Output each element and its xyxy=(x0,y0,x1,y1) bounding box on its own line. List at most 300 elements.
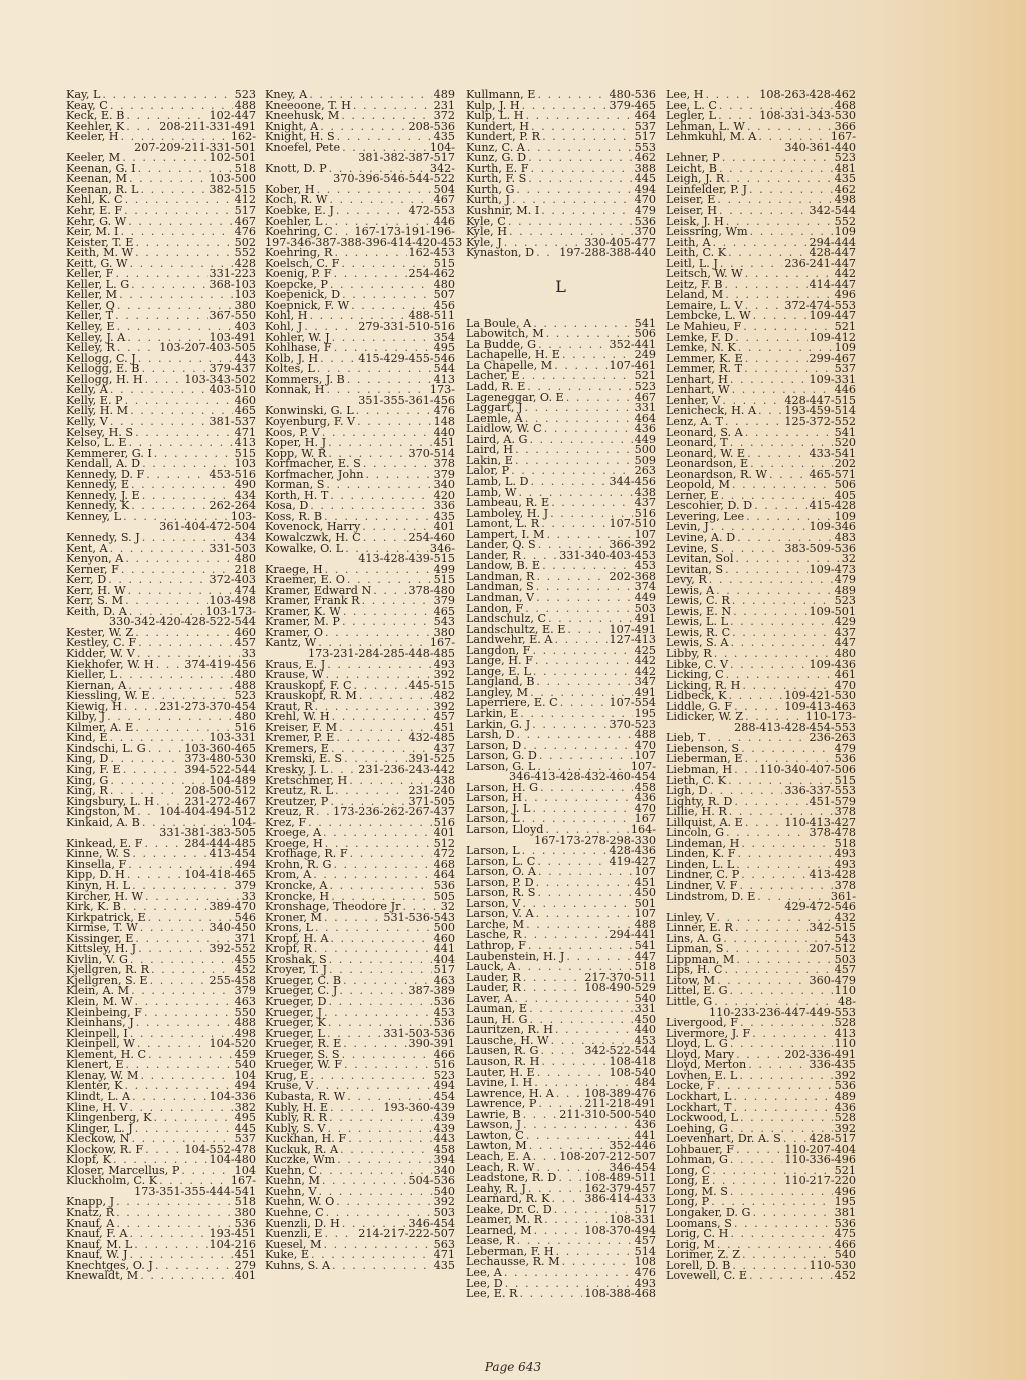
entry-pages: 103-343-502 xyxy=(184,372,256,386)
entry-pages: 443 xyxy=(433,1132,455,1146)
entry-name: Koltes, L xyxy=(265,362,315,376)
dot-leader xyxy=(116,1208,232,1219)
dot-leader xyxy=(747,449,807,460)
entry-pages: 404 xyxy=(433,952,455,966)
entry-pages: 103 xyxy=(234,457,256,471)
dot-leader xyxy=(356,406,432,417)
entry-pages: 389-470 xyxy=(209,900,256,914)
entry-pages: 390-391 xyxy=(408,1037,455,1051)
entry-name: Lieb, T xyxy=(666,731,706,745)
entry-name: Kyle, C xyxy=(466,214,506,228)
entry-pages: 262-264 xyxy=(209,499,256,513)
entry-pages: 372 xyxy=(433,109,455,123)
entry-name: Kullmann, E xyxy=(466,88,536,101)
entry-pages-continued: 340-361-440 xyxy=(784,140,856,154)
dot-leader xyxy=(329,965,432,976)
entry-name: Lockhart, L xyxy=(666,1089,732,1103)
entry-name: Liebman, H xyxy=(666,763,733,776)
entry-name: Kuehn, W. O xyxy=(265,1195,335,1209)
dot-leader xyxy=(110,754,182,765)
entry-name: Koehler, L xyxy=(265,214,323,228)
entry-pages: 523 xyxy=(834,151,856,165)
entry-pages: 499 xyxy=(433,562,455,576)
entry-name: Larson, L xyxy=(466,812,520,826)
dot-leader xyxy=(155,1261,233,1272)
entry-pages: 202-368 xyxy=(609,569,656,583)
dot-leader xyxy=(758,406,782,417)
entry-pages: 231-273-370-454 xyxy=(159,699,256,713)
entry-name: Laubenstein, H. J xyxy=(466,949,565,963)
entry-name: Kropf, R xyxy=(265,942,312,956)
entry-pages: 452 xyxy=(834,1269,856,1283)
entry-name: Larson, O. A xyxy=(466,865,536,879)
entry-name: Kubly, R. R xyxy=(265,1111,327,1125)
entry-pages: 103-500 xyxy=(209,172,256,186)
dot-leader xyxy=(537,888,632,899)
dot-leader xyxy=(332,712,432,723)
entry-name: Lechausse, R. M xyxy=(466,1255,560,1269)
entry-pages: 553 xyxy=(634,140,656,154)
entry-name: Kundert, P. R xyxy=(466,130,541,144)
entry-name: Keck, E. B xyxy=(66,109,125,123)
entry-name: Levy, R xyxy=(666,573,707,587)
entry-pages: 480 xyxy=(234,552,256,566)
dot-leader xyxy=(749,185,833,196)
entry-name: Kuczke, Wm xyxy=(265,1153,336,1167)
entry-pages: 471 xyxy=(234,425,256,439)
entry-pages: 537 xyxy=(834,362,856,376)
dot-leader xyxy=(747,122,833,133)
entry-name: Klein, A. M xyxy=(66,984,130,998)
entry-pages: 342-515 xyxy=(809,921,856,935)
entry-pages: 231 xyxy=(433,98,455,112)
entry-name: Kunz, C. A xyxy=(466,140,525,154)
entry-name: Larson, L. C xyxy=(466,854,536,868)
entry-pages: 494 xyxy=(234,857,256,871)
entry-pages: 489 xyxy=(834,583,856,597)
entry-pages: 470 xyxy=(634,193,656,207)
entry-name: Ladd, R. E xyxy=(466,380,526,394)
dot-leader xyxy=(709,575,833,586)
entry-pages: 108 xyxy=(634,1255,656,1269)
entry-pages: 109-412 xyxy=(809,330,856,344)
entry-name: Lausen, R. G xyxy=(466,1044,539,1058)
entry-name: Levine, A. D xyxy=(666,530,736,544)
entry-name: Kiernan, A xyxy=(66,678,127,692)
entry-pages: 480 xyxy=(834,646,856,660)
entry-pages: 378-480 xyxy=(408,583,455,597)
entry-pages: 102-447 xyxy=(209,109,256,123)
entry-name: Knapp, J xyxy=(66,1195,115,1209)
entry-pages-continued: 429-472-546 xyxy=(784,900,856,914)
dot-leader xyxy=(330,934,431,945)
dot-leader xyxy=(735,923,808,934)
dot-leader xyxy=(110,544,208,555)
entry-pages: 167- xyxy=(230,1174,256,1188)
dot-leader xyxy=(734,765,757,776)
dot-leader xyxy=(534,1226,583,1237)
entry-pages: 231-240 xyxy=(408,784,455,798)
dot-leader xyxy=(336,206,407,217)
entry-pages: 472-553 xyxy=(408,204,455,218)
dot-leader xyxy=(722,153,833,164)
entry-name: Lighty, R. D xyxy=(666,794,733,808)
entry-name: Kelley, R xyxy=(66,341,115,355)
entry-name: Kester, W. Z xyxy=(66,625,134,639)
entry-pages: 536 xyxy=(634,214,656,228)
entry-pages: 104-552-478 xyxy=(184,1142,256,1156)
entry-name: Keitt, G. W xyxy=(66,256,128,270)
dot-leader xyxy=(525,403,633,414)
entry-pages: 488 xyxy=(634,728,656,742)
entry-name: Kircher, H. W xyxy=(66,889,143,903)
entry-name: Labowitch, M xyxy=(466,327,544,341)
entry-name: Keith, M. W xyxy=(66,246,134,260)
entry-pages: 371-505 xyxy=(408,794,455,808)
entry-name: Kohl, H xyxy=(265,309,308,323)
dot-leader xyxy=(745,354,808,365)
entry-pages: 340 xyxy=(433,1163,455,1177)
entry-pages: 107 xyxy=(634,907,656,921)
entry-name: Lauder, R xyxy=(466,970,521,984)
entry-pages: 378 xyxy=(433,457,455,471)
dot-leader xyxy=(125,195,233,206)
entry-name: Kleinhans, J xyxy=(66,1016,134,1030)
dot-leader xyxy=(541,206,632,217)
dot-leader xyxy=(348,1134,431,1145)
entry-name: Keenan, G. I xyxy=(66,161,136,175)
entry-pages: 109 xyxy=(834,341,856,355)
entry-name: Keeler, H xyxy=(66,130,119,144)
dot-leader xyxy=(536,878,633,889)
entry-pages: 103-498 xyxy=(209,594,256,608)
dot-leader xyxy=(131,501,207,512)
entry-name: Lorimer, Z. Z xyxy=(666,1248,741,1262)
entry-name: Libke, C. V xyxy=(666,657,729,671)
entry-pages: 436 xyxy=(634,791,656,805)
entry-pages: 528 xyxy=(834,1016,856,1030)
dot-leader xyxy=(148,744,183,755)
dot-leader xyxy=(555,1025,633,1036)
entry-pages: 383-509-536 xyxy=(784,541,856,555)
entry-name: La Chapelle, M xyxy=(466,358,553,372)
entry-pages: 493 xyxy=(433,657,455,671)
entry-name: Kushnir, M. I xyxy=(466,204,540,218)
entry-pages: 414-447 xyxy=(809,277,856,291)
entry-name: Lawrence, P xyxy=(466,1097,537,1111)
entry-pages: 496 xyxy=(834,1184,856,1198)
entry-name: Kuckhan, H. F xyxy=(265,1132,347,1146)
entry-pages: 415-429-455-546 xyxy=(358,351,455,365)
decorative-border-art xyxy=(876,0,1026,1380)
entry-pages: 476 xyxy=(634,1265,656,1279)
entry-name: Lloyd, Merton xyxy=(666,1058,747,1072)
entry-name: Leonard, W. E xyxy=(666,446,746,460)
entry-name: Loevenhart, Dr. A. S xyxy=(666,1132,781,1146)
dot-leader xyxy=(730,1155,782,1166)
entry-name: Larson, R. S xyxy=(466,886,536,900)
entry-name: Kelley, E xyxy=(66,320,115,334)
entry-pages-continued: 288-413-428-454-553 xyxy=(734,720,856,734)
entry-pages-continued: 197-346-387-388-396-414-420-453 xyxy=(265,235,463,249)
dot-leader xyxy=(373,586,406,597)
dot-leader xyxy=(343,607,432,618)
entry-pages: 162- xyxy=(230,130,256,144)
dot-leader xyxy=(560,698,608,709)
entry-name: Krueger, L xyxy=(265,1026,325,1040)
entry-name: Liddle, G. F xyxy=(666,699,733,713)
entry-name: Larkin, E xyxy=(466,706,519,720)
entry-pages: 381 xyxy=(834,1205,856,1219)
entry-pages: 461 xyxy=(834,668,856,682)
entry-pages: 544 xyxy=(433,362,455,376)
dot-leader xyxy=(522,101,608,112)
entry-name: Larson, L xyxy=(466,844,520,858)
dot-leader xyxy=(131,986,233,997)
entry-name: Kleinpell, I xyxy=(66,1026,128,1040)
entry-pages: 437 xyxy=(834,625,856,639)
entry-pages: 110 xyxy=(834,1037,856,1051)
entry-name: Klingenberg, K xyxy=(66,1111,152,1125)
dot-leader xyxy=(554,361,607,372)
entry-pages: 536 xyxy=(433,995,455,1009)
index-entry xyxy=(265,1258,455,1272)
entry-name: Lemmer, R. T xyxy=(666,362,743,376)
dot-leader xyxy=(145,375,183,386)
dot-leader xyxy=(146,470,207,481)
dot-leader xyxy=(136,1018,233,1029)
dot-leader xyxy=(135,1124,233,1135)
entry-pages: 501 xyxy=(634,896,656,910)
entry-name: Larsh, D xyxy=(466,728,515,742)
entry-name: Kroshak, S xyxy=(265,952,327,966)
dot-leader xyxy=(752,1029,832,1040)
entry-name: Lenz, A. T xyxy=(666,414,723,428)
entry-name: Laird, H xyxy=(466,443,514,457)
entry-pages: 523 xyxy=(234,689,256,703)
entry-pages: 514 xyxy=(634,1244,656,1258)
entry-pages: 498 xyxy=(234,1026,256,1040)
entry-pages: 474 xyxy=(234,583,256,597)
entry-pages: 110 xyxy=(834,984,856,998)
entry-name: Krofhage, R. F xyxy=(265,847,348,861)
entry-name: Koepenick, D xyxy=(265,288,341,302)
entry-name: Lehner, P xyxy=(666,151,720,165)
entry-name: Lakin, E xyxy=(466,453,513,467)
entry-name: Leopold, M xyxy=(666,478,730,492)
entry-pages: 32 xyxy=(440,900,455,914)
entry-name: Krug, E xyxy=(265,1068,309,1082)
entry-pages: 451 xyxy=(634,875,656,889)
entry-name: Kennedy, E xyxy=(66,478,129,492)
entry-pages: 380 xyxy=(234,298,256,312)
entry-pages: 107 xyxy=(634,749,656,763)
entry-name: Lasche, R xyxy=(466,928,522,942)
entry-pages: 109-447 xyxy=(809,309,856,323)
entry-pages: 415-428 xyxy=(809,499,856,513)
entry-pages: 506 xyxy=(634,327,656,341)
entry-pages: 488-511 xyxy=(408,309,455,323)
entry-name: Kilby, J xyxy=(66,710,106,724)
dot-leader xyxy=(313,870,431,881)
entry-pages-continued: 346-413-428-432-460-454 xyxy=(508,770,656,784)
dot-leader xyxy=(749,1271,833,1282)
entry-name: Kuehne, C xyxy=(265,1205,324,1219)
entry-name: Lohbauer, F xyxy=(666,1142,735,1156)
entry-pages: 107 xyxy=(634,865,656,879)
entry-name: Kirk, K. B xyxy=(66,900,121,914)
entry-pages: 509 xyxy=(634,453,656,467)
entry-pages: 394-522-544 xyxy=(184,763,256,776)
entry-pages: 366-392 xyxy=(609,538,656,552)
entry-name: Lindner, V. F xyxy=(666,879,738,893)
dot-leader xyxy=(116,1197,232,1208)
index-column-3 xyxy=(466,90,656,1300)
entry-pages: 162-379-457 xyxy=(584,1181,656,1195)
entry-pages: 352-441 xyxy=(609,337,656,351)
entry-pages: 103- xyxy=(230,509,256,523)
entry-pages: 107-510 xyxy=(609,517,656,531)
entry-pages: 523 xyxy=(634,380,656,394)
entry-pages-continued: 413-428-439-515 xyxy=(358,552,455,566)
entry-pages: 236-241-447 xyxy=(784,256,856,270)
entry-pages: 284-444-485 xyxy=(184,836,256,850)
entry-pages: 488 xyxy=(634,917,656,931)
entry-pages: 381-537 xyxy=(209,414,256,428)
entry-pages: 502 xyxy=(234,235,256,249)
dot-leader xyxy=(115,311,207,322)
entry-pages: 517 xyxy=(634,1202,656,1216)
entry-name: Lockwood, L xyxy=(666,1111,738,1125)
entry-name: Krons, L xyxy=(265,921,313,935)
entry-name: Klement, H. C xyxy=(66,1047,147,1061)
entry-pages: 195 xyxy=(634,706,656,720)
dot-leader xyxy=(322,428,432,439)
dot-leader xyxy=(753,311,808,322)
entry-name: Kurth, J xyxy=(466,193,510,207)
entry-name: Lee, H xyxy=(666,88,704,101)
entry-pages: 374 xyxy=(634,580,656,594)
entry-pages: 523 xyxy=(234,88,256,101)
entry-pages-continued: 361-404-472-504 xyxy=(159,520,256,534)
dot-leader xyxy=(540,783,633,794)
entry-name: Kiekhofer, W. H xyxy=(66,657,154,671)
entry-name: Landow, B. E xyxy=(466,559,541,573)
entry-name: Lloyd, L. G xyxy=(666,1037,728,1051)
entry-pages: 488 xyxy=(234,678,256,692)
dot-leader xyxy=(544,424,633,435)
entry-name: Koyenburg, F. V xyxy=(265,414,356,428)
entry-name: Lander, R xyxy=(466,548,521,562)
dot-leader xyxy=(140,923,208,934)
entry-name: Lauson, R. H xyxy=(466,1055,540,1069)
entry-name: Long, E xyxy=(666,1174,710,1188)
entry-name: Lindeman, H xyxy=(666,836,740,850)
entry-name: Leisk, J. H xyxy=(666,214,724,228)
entry-name: Knatz, R xyxy=(66,1205,115,1219)
entry-name: Lease, R xyxy=(466,1234,515,1248)
entry-name: Klenter, K xyxy=(66,1079,123,1093)
entry-name: Kulp, J. H xyxy=(466,98,520,112)
entry-pages: 428 xyxy=(234,256,256,270)
dot-leader xyxy=(529,435,632,446)
entry-name: Krause, W xyxy=(265,668,324,682)
dot-leader xyxy=(734,797,807,808)
entry-pages: 488 xyxy=(234,1016,256,1030)
entry-pages: 512 xyxy=(433,836,455,850)
entry-pages: 505 xyxy=(433,889,455,903)
dot-leader xyxy=(329,1113,432,1124)
entry-name: Livermore, J. F xyxy=(666,1026,751,1040)
entry-name: Lieberman, E xyxy=(666,752,743,766)
entry-name: Kneeoone, T. H xyxy=(265,98,351,112)
entry-pages: 370-523 xyxy=(609,717,656,731)
entry-name: Koehring, C xyxy=(265,225,333,239)
dot-leader xyxy=(131,280,207,291)
entry-name: Korth, H. T xyxy=(265,488,329,502)
dot-leader xyxy=(347,375,432,386)
dot-leader xyxy=(138,944,207,955)
index-entry xyxy=(466,1289,656,1300)
entry-name: Liebenson, S xyxy=(666,741,740,755)
entry-name: Legler, L xyxy=(666,109,717,123)
entry-name: Kirkpatrick, E xyxy=(66,910,146,924)
entry-name: Lamb, W xyxy=(466,485,517,499)
entry-pages: 331-503-536 xyxy=(383,1026,455,1040)
entry-pages: 543 xyxy=(834,931,856,945)
dot-leader xyxy=(541,1057,607,1068)
entry-name: Lenher, V xyxy=(666,393,721,407)
entry-name: Lageneggar, O. E xyxy=(466,390,564,404)
entry-pages: 108-418 xyxy=(609,1055,656,1069)
entry-name: Kelly, E. P xyxy=(66,393,123,407)
entry-name: Littel, E. G xyxy=(666,984,728,998)
entry-name: Leland, M xyxy=(666,288,724,302)
entry-pages: 453 xyxy=(433,1005,455,1019)
entry-name: Kneehusk, M xyxy=(265,109,340,123)
entry-pages: 342-522-544 xyxy=(584,1044,656,1058)
entry-pages: 173-236-262-267-437 xyxy=(333,805,455,819)
dot-leader xyxy=(324,913,381,924)
entry-pages: 370-514 xyxy=(408,446,455,460)
dot-leader xyxy=(522,371,633,382)
dot-leader xyxy=(150,976,208,987)
entry-name: Kurth, F. S xyxy=(466,172,527,186)
entry-name: Keay, C xyxy=(66,98,108,112)
entry-pages: 380 xyxy=(433,625,455,639)
entry-pages: 379 xyxy=(234,984,256,998)
entry-pages: 523 xyxy=(433,1068,455,1082)
entry-name: Krueger, J xyxy=(265,1005,323,1019)
entry-pages: 366 xyxy=(834,119,856,133)
entry-name: Larson, Lloyd xyxy=(466,823,544,836)
entry-name: Kingston, M xyxy=(66,805,136,819)
entry-name: Kuenzli, D. H xyxy=(265,1216,340,1230)
entry-name: Kindschi, L. G xyxy=(66,741,146,755)
dot-leader xyxy=(730,617,833,628)
entry-name: Kretschmer, H xyxy=(265,773,348,787)
entry-name: Korfmacher, E. S xyxy=(265,457,361,471)
entry-name: Keller, F xyxy=(66,267,114,281)
entry-pages: 103-331 xyxy=(209,731,256,745)
entry-pages: 193-451 xyxy=(209,1227,256,1241)
entry-name: Lovhen, E. L xyxy=(666,1068,738,1082)
entry-name: Klinger, L. J xyxy=(66,1121,133,1135)
entry-pages: 413 xyxy=(234,436,256,450)
entry-pages: 102-501 xyxy=(209,151,256,165)
entry-pages: 208-536 xyxy=(408,119,455,133)
entry-name: Kroncke, A xyxy=(265,879,328,893)
